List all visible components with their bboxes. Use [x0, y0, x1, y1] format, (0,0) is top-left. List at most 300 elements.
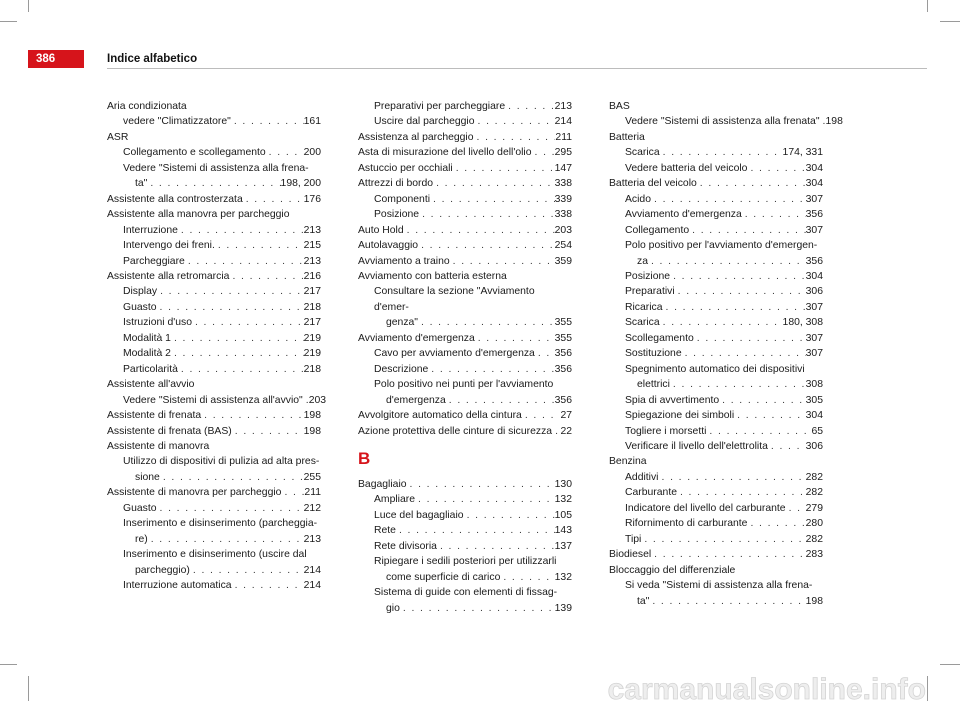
entry-label: Modalità 2 — [123, 348, 171, 360]
entry-label: za — [637, 255, 648, 267]
index-subentry — [609, 315, 823, 330]
entry-label: Particolarità — [123, 363, 178, 375]
index-subentry — [609, 223, 823, 238]
index-heading: BAS — [609, 101, 630, 112]
entry-label: ta" — [135, 178, 148, 190]
entry-label: Additivi — [625, 471, 659, 483]
entry-label: Verificare il livello dell'elettrolita — [625, 440, 768, 452]
index-subentry — [107, 346, 321, 361]
dot-leader — [697, 176, 806, 191]
index-subentry — [107, 532, 321, 547]
dot-leader — [552, 424, 560, 439]
entry-label: Bagagliaio — [358, 478, 407, 490]
dot-leader — [747, 516, 805, 531]
page-reference: 132 — [554, 571, 572, 583]
entry-label: Preparativi per parcheggiare — [374, 101, 506, 112]
entry-label: Assistente di frenata (BAS) — [107, 425, 232, 437]
page-reference: 217 — [303, 317, 321, 329]
page-reference: 254 — [554, 240, 572, 252]
entry-label: Attrezzi di bordo — [358, 178, 434, 190]
entry-label: re) — [135, 533, 148, 545]
dot-leader — [677, 485, 806, 500]
index-subentry — [609, 516, 823, 531]
dot-leader — [243, 192, 304, 207]
index-subentry — [358, 362, 572, 377]
index-entry — [358, 254, 572, 269]
index-subentry — [609, 532, 823, 547]
crop-mark — [0, 21, 17, 22]
entry-label: Spia di avvertimento — [625, 394, 720, 406]
dot-leader — [404, 223, 555, 238]
index-heading: ASR — [107, 131, 129, 143]
page-reference: 295 — [554, 147, 572, 159]
entry-label: Guasto — [123, 301, 157, 313]
crop-mark — [940, 21, 960, 22]
crop-mark — [28, 0, 29, 12]
page-reference: 255 — [303, 471, 321, 483]
dot-leader — [475, 331, 555, 346]
page-reference: 355 — [554, 317, 572, 329]
dot-leader — [229, 269, 303, 284]
entry-label: Istruzioni d'uso — [123, 317, 192, 329]
page-reference: 307 — [805, 332, 823, 344]
page-reference: 147 — [554, 162, 572, 174]
index-subentry — [609, 161, 823, 176]
dot-leader — [706, 424, 811, 439]
page-reference: 105 — [554, 509, 572, 521]
entry-label: Carburante — [625, 487, 677, 499]
dot-leader — [450, 254, 555, 269]
entry-label: Posizione — [374, 209, 420, 221]
index-subentry — [609, 594, 823, 609]
index-subentry — [358, 114, 572, 129]
page-reference: 176 — [303, 193, 321, 205]
dot-leader — [185, 254, 304, 269]
index-subentry — [609, 470, 823, 485]
index-entry — [609, 547, 823, 562]
index-subentry — [358, 570, 572, 585]
entry-label: Descrizione — [374, 363, 429, 375]
index-subentry-text: Polo positivo nei punti per l'avviamento — [374, 379, 554, 391]
index-heading: Assistente all'avvio — [107, 379, 195, 391]
page-reference: 214 — [303, 564, 321, 576]
index-subentry — [107, 114, 321, 129]
page-reference: 203 — [308, 394, 327, 406]
page-reference: 307 — [805, 348, 823, 360]
entry-label: Spiegazione dei simboli — [625, 410, 735, 422]
index-subentry — [358, 508, 572, 523]
index-subentry — [107, 578, 321, 593]
index-subentry — [609, 284, 823, 299]
page-reference: 161 — [303, 116, 321, 128]
dot-leader — [407, 477, 555, 492]
index-subentry — [107, 145, 321, 160]
entry-label: Scarica — [625, 147, 660, 159]
index-subentry — [609, 377, 823, 392]
page-reference: 282 — [805, 533, 823, 545]
page-reference: 356 — [554, 394, 572, 406]
entry-label: Ampliare — [374, 494, 415, 506]
index-subentry — [609, 145, 823, 160]
page-number: 386 — [36, 53, 56, 65]
page-reference: 213 — [303, 533, 321, 545]
dot-leader — [232, 578, 304, 593]
entry-label: Avvolgitore automatico della cintura — [358, 410, 522, 422]
index-entry — [107, 408, 321, 423]
dot-leader — [464, 508, 555, 523]
index-subentry-text: Sistema di guide con elementi di fissag- — [374, 587, 558, 599]
dot-leader — [660, 145, 783, 160]
page-reference: 198 — [303, 425, 321, 437]
dot-leader — [232, 424, 304, 439]
index-entry — [358, 176, 572, 191]
entry-label: gio — [386, 602, 400, 614]
page-reference: 356 — [554, 363, 572, 375]
index-subentry — [609, 269, 823, 284]
entry-label: Togliere i morsetti — [625, 425, 707, 437]
index-subentry-text: Polo positivo per l'avviamento d'emergen- — [625, 240, 818, 252]
page-reference: 180, 308 — [782, 317, 823, 329]
dot-leader — [682, 346, 806, 361]
page-reference: 198, 200 — [280, 178, 321, 190]
index-entry — [358, 408, 572, 423]
index-subentry — [609, 424, 823, 439]
entry-label: Biodiesel — [609, 549, 652, 561]
entry-label: Cavo per avviamento d'emergenza — [374, 348, 535, 360]
entry-label: Vedere "Sistemi di assistenza all'avvio" — [123, 394, 303, 406]
crop-mark — [940, 664, 960, 665]
index-subentry-text: Inserimento e disinserimento (parcheggia- — [123, 518, 318, 530]
entry-label: Asta di misurazione del livello dell'olio — [358, 147, 532, 159]
dot-leader — [171, 331, 304, 346]
entry-label: Componenti — [374, 193, 431, 205]
dot-leader — [415, 492, 555, 507]
entry-label: Astuccio per occhiali — [358, 162, 453, 174]
entry-label: Assistente alla retromarcia — [107, 270, 230, 282]
dot-leader — [786, 501, 806, 516]
index-entry — [358, 223, 572, 238]
entry-label: Rete divisoria — [374, 540, 437, 552]
dot-leader — [474, 130, 556, 145]
dot-leader — [675, 284, 806, 299]
dot-leader — [281, 485, 304, 500]
page-reference: 215 — [303, 240, 321, 252]
entry-label: Posizione — [625, 270, 671, 282]
entry-label: Assistente alla controsterzata — [107, 193, 243, 205]
dot-leader — [651, 547, 805, 562]
page-reference: 211 — [555, 131, 572, 143]
index-entry — [358, 424, 572, 439]
dot-leader — [719, 393, 806, 408]
page-reference: 356 — [805, 255, 823, 267]
page-reference: 359 — [554, 255, 572, 267]
page-reference: 198 — [825, 116, 843, 128]
dot-leader — [670, 377, 806, 392]
index-subentry — [609, 439, 823, 454]
entry-label: Assistente di frenata — [107, 410, 202, 422]
section-letter: B — [358, 448, 371, 468]
index-subentry — [358, 492, 572, 507]
dot-leader — [400, 601, 555, 616]
entry-label: Modalità 1 — [123, 332, 171, 344]
index-heading: Assistente di manovra — [107, 440, 210, 452]
page-reference: 304 — [805, 270, 823, 282]
index-subentry — [358, 346, 572, 361]
page-reference: 219 — [303, 332, 321, 344]
index-entry — [107, 269, 321, 284]
index-subentry — [358, 315, 572, 330]
page-reference: 213 — [303, 224, 321, 236]
index-subentry — [609, 300, 823, 315]
dot-leader — [160, 470, 304, 485]
dot-leader — [192, 315, 304, 330]
index-subentry — [358, 601, 572, 616]
page-reference: 218 — [303, 301, 321, 313]
index-column-1 — [107, 99, 327, 594]
index-entry — [358, 477, 572, 492]
page-reference: 355 — [554, 332, 572, 344]
dot-leader — [532, 145, 555, 160]
entry-label: ta" — [637, 595, 650, 607]
index-subentry — [609, 254, 823, 269]
entry-label: Preparativi — [625, 286, 675, 298]
page-reference: 283 — [805, 549, 823, 561]
dot-leader — [178, 223, 304, 238]
dot-leader — [522, 408, 561, 423]
index-subentry — [107, 238, 321, 253]
index-subentry — [609, 408, 823, 423]
page-reference: 282 — [805, 471, 823, 483]
index-subentry — [107, 176, 321, 191]
index-subentry-text: Inserimento e disinserimento (uscire dal — [123, 549, 307, 561]
index-column-3 — [609, 99, 843, 609]
page-reference: 139 — [554, 602, 572, 614]
dot-leader — [231, 114, 304, 129]
page-reference: 27 — [560, 410, 572, 422]
dot-leader — [694, 331, 806, 346]
entry-label: Collegamento — [625, 224, 690, 236]
dot-leader — [535, 346, 555, 361]
dot-leader — [147, 176, 280, 191]
page-reference: 211 — [304, 487, 321, 499]
dot-leader — [649, 594, 805, 609]
dot-leader — [437, 539, 555, 554]
dot-leader — [734, 408, 805, 423]
entry-label: Tipi — [625, 533, 642, 545]
entry-label: Guasto — [123, 502, 157, 514]
index-heading: Batteria — [609, 131, 645, 143]
dot-leader — [651, 192, 806, 207]
index-subentry-text: Consultare la sezione "Avviamento d'emer- — [374, 286, 535, 313]
dot-leader — [428, 362, 554, 377]
entry-label: Assistente di manovra per parcheggio — [107, 487, 282, 499]
index-subentry — [107, 470, 321, 485]
index-entry — [358, 161, 572, 176]
index-subentry — [609, 114, 843, 129]
index-subentry — [107, 300, 321, 315]
index-subentry — [107, 254, 321, 269]
dot-leader — [157, 284, 304, 299]
index-subentry — [609, 485, 823, 500]
page-reference: 338 — [554, 209, 572, 221]
dot-leader — [742, 207, 806, 222]
index-subentry-text: Si veda "Sistemi di assistenza alla frena- — [625, 580, 813, 592]
page-reference: 203 — [554, 224, 572, 236]
dot-leader — [419, 207, 555, 222]
index-subentry — [609, 393, 823, 408]
index-subentry-text: Spegnimento automatico dei dispositivi — [625, 363, 805, 375]
crop-mark — [28, 676, 29, 701]
entry-label: Batteria del veicolo — [609, 178, 697, 190]
page-reference: 217 — [303, 286, 321, 298]
page-reference: 304 — [805, 178, 823, 190]
entry-label: Avviamento d'emergenza — [358, 332, 475, 344]
crop-mark — [0, 664, 17, 665]
entry-label: Avviamento d'emergenza — [625, 209, 742, 221]
index-subentry — [358, 207, 572, 222]
dot-leader — [396, 523, 555, 538]
entry-label: genza" — [386, 317, 418, 329]
index-entry — [358, 238, 572, 253]
index-entry — [107, 192, 321, 207]
watermark-logo — [568, 668, 928, 701]
index-column-2 — [358, 99, 572, 616]
page-reference: 305 — [805, 394, 823, 406]
entry-label: d'emergenza — [386, 394, 446, 406]
page-reference: 198 — [303, 410, 321, 422]
index-subentry — [358, 393, 572, 408]
entry-label: Azione protettiva delle cinture di sicurezza — [358, 425, 553, 437]
entry-label: Rifornimento di carburante — [625, 518, 748, 530]
entry-label: Luce del bagagliaio — [374, 509, 464, 521]
watermark-text: carmanualsonline.info — [607, 673, 926, 701]
index-entry — [358, 130, 572, 145]
dot-leader — [670, 269, 806, 284]
index-subentry — [107, 284, 321, 299]
entry-label: Vedere "Sistemi di assistenza alla frenata" — [625, 116, 820, 128]
entry-label: Autolavaggio — [358, 240, 419, 252]
page-reference: 214 — [303, 580, 321, 592]
dot-leader — [418, 238, 555, 253]
page-reference: 306 — [805, 440, 823, 452]
page-reference: 214 — [554, 116, 572, 128]
page-reference: 304 — [805, 410, 823, 422]
index-heading: Aria condizionata — [107, 101, 187, 112]
dot-leader — [747, 161, 805, 176]
page-reference: 174, 331 — [782, 147, 823, 159]
dot-leader — [505, 99, 555, 114]
index-subentry — [107, 331, 321, 346]
entry-label: parcheggio) — [135, 564, 190, 576]
entry-label: elettrici — [637, 379, 670, 391]
dot-leader — [418, 315, 555, 330]
page-reference: 213 — [303, 255, 321, 267]
entry-label: Avviamento a traino — [358, 255, 450, 267]
page-reference: 198 — [805, 595, 823, 607]
dot-leader — [201, 408, 304, 423]
index-entry — [358, 145, 572, 160]
index-subentry-text: Ripiegare i sedili posteriori per utilizzarli — [374, 556, 557, 568]
page-reference: 216 — [303, 270, 321, 282]
entry-label: Parcheggiare — [123, 255, 185, 267]
dot-leader — [500, 570, 554, 585]
index-subentry — [358, 523, 572, 538]
entry-label: vedere "Climatizzatore" — [123, 116, 231, 128]
page-reference: 219 — [303, 348, 321, 360]
index-entry — [107, 424, 321, 439]
page-reference: 22 — [560, 425, 572, 437]
dot-leader — [157, 501, 304, 516]
entry-label: sione — [135, 471, 160, 483]
page-reference: 308 — [805, 379, 823, 391]
dot-leader — [659, 470, 806, 485]
crop-mark — [927, 0, 928, 12]
dot-leader — [453, 161, 555, 176]
page-reference: 218 — [303, 363, 321, 375]
entry-label: Intervengo dei freni. — [123, 240, 215, 252]
page-reference: 213 — [554, 101, 572, 112]
entry-label: Rete — [374, 525, 396, 537]
index-subentry-text: Vedere "Sistemi di assistenza alla frena- — [123, 162, 309, 174]
page-reference: 280 — [805, 518, 823, 530]
index-heading: Assistente alla manovra per parcheggio — [107, 209, 290, 221]
entry-label: come superficie di carico — [386, 571, 501, 583]
page-reference: 307 — [805, 301, 823, 313]
dot-leader — [171, 346, 304, 361]
entry-label: Display — [123, 286, 158, 298]
dot-leader — [768, 439, 806, 454]
entry-label: Acido — [625, 193, 651, 205]
dot-leader — [663, 300, 806, 315]
dot-leader — [446, 393, 555, 408]
index-subentry — [107, 563, 321, 578]
page-reference: 339 — [554, 193, 572, 205]
header-divider — [107, 68, 927, 69]
entry-label: Assistenza al parcheggio — [358, 131, 474, 143]
index-subentry — [358, 99, 572, 114]
page-reference: 65 — [811, 425, 823, 437]
index-subentry — [609, 501, 823, 516]
dot-leader — [178, 362, 304, 377]
entry-label: Uscire dal parcheggio — [374, 116, 475, 128]
page-reference: 200 — [303, 147, 321, 159]
page-reference: 130 — [554, 478, 572, 490]
index-subentry — [609, 207, 823, 222]
page-reference: 132 — [554, 494, 572, 506]
dot-leader — [430, 192, 555, 207]
entry-label: Indicatore del livello del carburante — [625, 502, 786, 514]
dot-leader — [148, 532, 304, 547]
dot-leader — [190, 563, 304, 578]
dot-leader — [689, 223, 806, 238]
index-subentry — [107, 501, 321, 516]
page-reference: 279 — [805, 502, 823, 514]
index-subentry-text: Utilizzo di dispositivi di pulizia ad alta pres- — [123, 456, 320, 468]
page-reference: 307 — [805, 193, 823, 205]
dot-leader — [266, 145, 304, 160]
page-reference: 306 — [805, 286, 823, 298]
index-subentry — [107, 362, 321, 377]
entry-label: Sostituzione — [625, 348, 682, 360]
entry-label: Interruzione automatica — [123, 580, 232, 592]
page-title: Indice alfabetico — [107, 53, 198, 65]
page-reference: 356 — [554, 348, 572, 360]
entry-label: Interruzione — [123, 224, 178, 236]
page-reference: 338 — [554, 178, 572, 190]
entry-label: Ricarica — [625, 301, 663, 313]
index-subentry — [107, 393, 327, 408]
index-heading: Benzina — [609, 456, 647, 468]
